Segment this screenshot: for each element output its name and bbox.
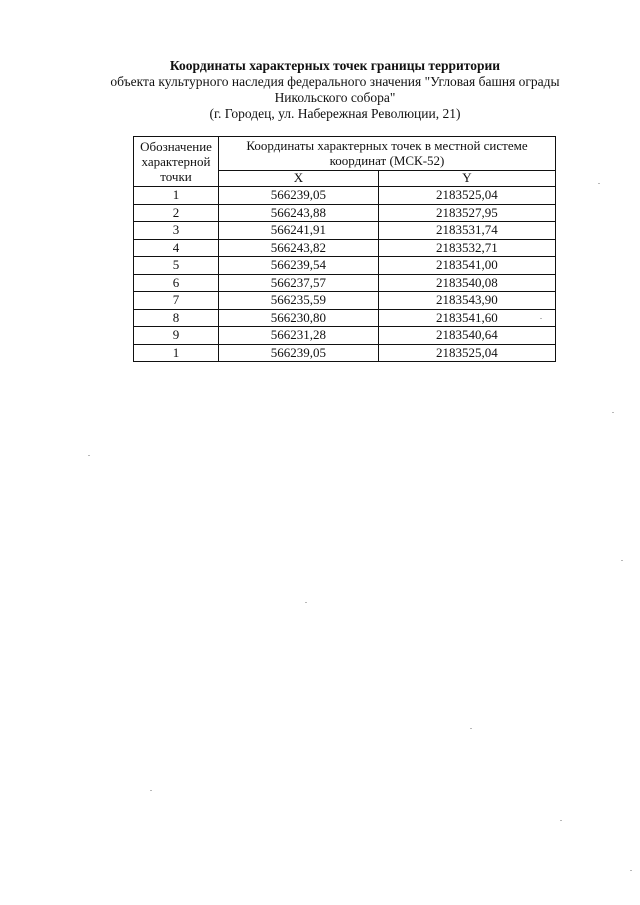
y-cell: 2183532,71 — [378, 239, 555, 257]
table-row — [134, 292, 556, 310]
x-cell: 566237,57 — [219, 274, 379, 292]
y-cell: 2183540,64 — [378, 327, 555, 345]
y-cell: 2183525,04 — [378, 187, 555, 205]
object-description-line: объекта культурного наследия федерального значения "Угловая башня ограды — [110, 74, 560, 89]
y-cell: 2183531,74 — [378, 222, 555, 240]
scan-noise — [540, 318, 542, 319]
object-name-line: Никольского собора" — [274, 90, 396, 105]
scan-noise — [470, 728, 472, 729]
scan-noise — [630, 870, 632, 871]
point-cell: 4 — [134, 239, 219, 257]
point-cell: 9 — [134, 327, 219, 345]
address-line: (г. Городец, ул. Набережная Революции, 21) — [209, 106, 461, 121]
scan-noise — [305, 602, 307, 603]
x-cell: 566243,82 — [219, 239, 379, 257]
x-cell: 566235,59 — [219, 292, 379, 310]
y-cell: 2183541,00 — [378, 257, 555, 275]
scan-noise — [150, 790, 152, 791]
table-row — [134, 204, 556, 222]
point-cell: 1 — [134, 187, 219, 205]
x-cell: 566241,91 — [219, 222, 379, 240]
y-cell: 2183540,08 — [378, 274, 555, 292]
coordinates-group-header: Координаты характерных точек в местной системе координат (МСК-52) — [219, 137, 556, 171]
table-row — [134, 344, 556, 362]
y-cell: 2183543,90 — [378, 292, 555, 310]
x-column-header: X — [219, 170, 379, 186]
scan-noise — [621, 560, 623, 561]
table-row — [134, 274, 556, 292]
scan-noise — [560, 820, 562, 821]
y-cell: 2183525,04 — [378, 344, 555, 362]
point-cell: 8 — [134, 309, 219, 327]
x-cell: 566239,54 — [219, 257, 379, 275]
document-title: Координаты характерных точек границы территории — [169, 58, 501, 73]
x-cell: 566231,28 — [219, 327, 379, 345]
table-row — [134, 222, 556, 240]
scan-noise — [598, 183, 600, 184]
point-cell: 5 — [134, 257, 219, 275]
x-cell: 566230,80 — [219, 309, 379, 327]
x-cell: 566239,05 — [219, 344, 379, 362]
point-column-header: Обозначение характерной точки — [134, 137, 219, 187]
table-row — [134, 327, 556, 345]
x-cell: 566239,05 — [219, 187, 379, 205]
scan-noise — [612, 412, 614, 413]
table-row — [134, 309, 556, 327]
y-cell: 2183527,95 — [378, 204, 555, 222]
point-cell: 7 — [134, 292, 219, 310]
y-cell: 2183541,60 — [378, 309, 555, 327]
table-row — [134, 257, 556, 275]
table-row — [134, 239, 556, 257]
point-cell: 3 — [134, 222, 219, 240]
x-cell: 566243,88 — [219, 204, 379, 222]
point-cell: 1 — [134, 344, 219, 362]
point-cell: 2 — [134, 204, 219, 222]
point-cell: 6 — [134, 274, 219, 292]
table-row — [134, 187, 556, 205]
document-header — [90, 58, 580, 122]
coordinates-table — [133, 136, 556, 362]
y-column-header: Y — [378, 170, 555, 186]
scan-noise — [88, 455, 90, 456]
